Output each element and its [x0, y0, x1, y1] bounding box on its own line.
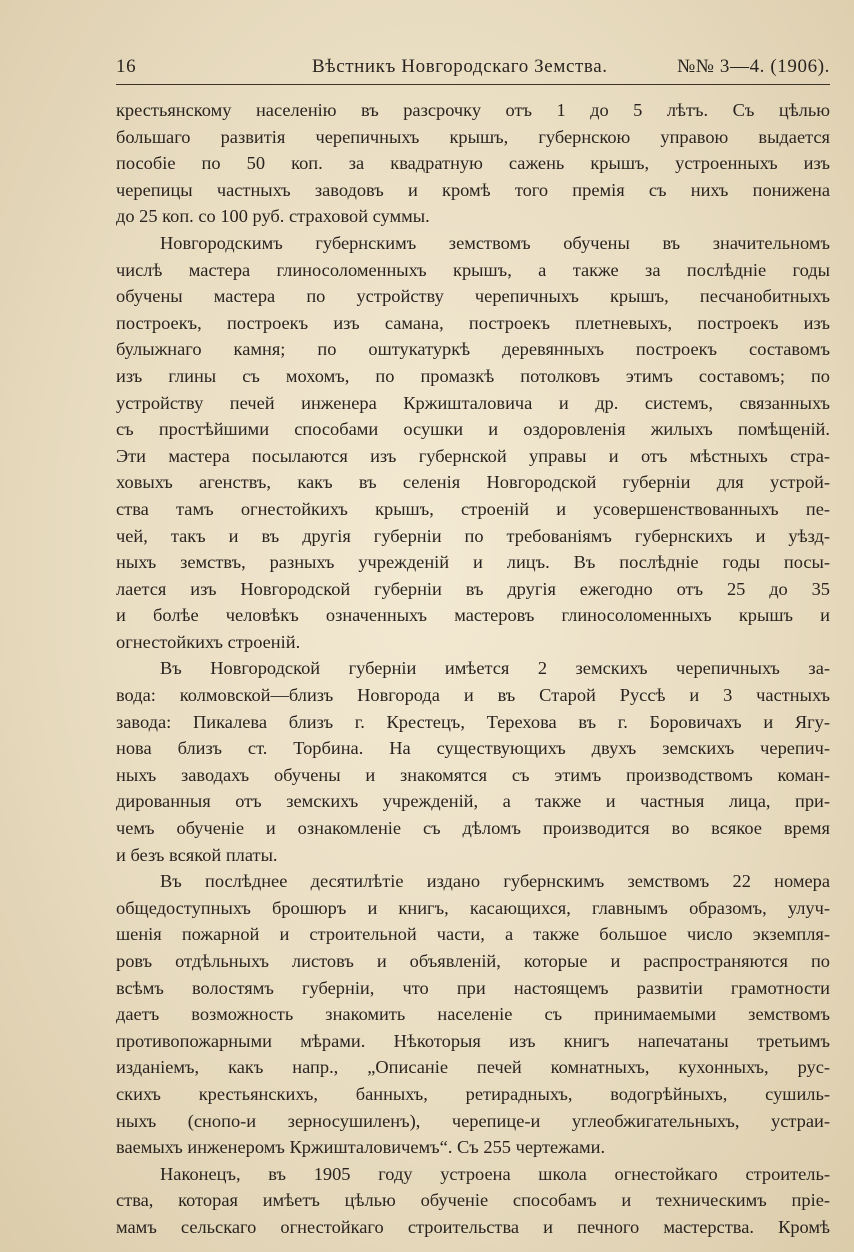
body-text: [116, 97, 830, 1241]
text-line: пособіе по 50 коп. за квадратную сажень крышъ, устроенныхъ изъ: [116, 153, 830, 174]
text-line: даетъ возможность знакомить населеніе съ принимаемыми земствомъ: [116, 1004, 830, 1025]
text-line: и безъ всякой платы.: [116, 844, 278, 865]
text-line: черепицы частныхъ заводовъ и кромѣ того премія съ нихъ понижена: [116, 179, 830, 200]
text-line: огнестойкихъ строеній.: [116, 631, 301, 652]
text-line: ныхъ заводахъ обучены и знакомятся съ этимъ производствомъ коман-: [116, 764, 830, 785]
text-line: завода: Пикалева близъ г. Крестецъ, Терехова въ г. Боровичахъ и Ягу-: [116, 711, 830, 732]
text-line: изданіемъ, какъ напр., „Описаніе печей комнатныхъ, кухонныхъ, рус-: [116, 1057, 830, 1078]
text-line: съ простѣйшими способами осушки и оздоровленія жилыхъ помѣщеній.: [116, 419, 830, 440]
text-line: ства, которая имѣетъ цѣлью обученіе способамъ и техническимъ пріе-: [116, 1190, 830, 1211]
text-line: дированныя отъ земскихъ учрежденій, а также и частныя лица, при-: [116, 791, 830, 812]
text-line: ваемыхъ инженеромъ Кржишталовичемъ“. Съ 255 чертежами.: [116, 1137, 606, 1158]
text-line: изъ глины съ мохомъ, по промазкѣ потолковъ этимъ составомъ; по: [116, 365, 830, 386]
text-line: Въ Новгородской губерніи имѣется 2 земскихъ черепичныхъ за-: [160, 658, 830, 679]
text-line: и болѣе человѣкъ означенныхъ мастеровъ глиносоломенныхъ крышъ и: [116, 605, 830, 626]
text-line: ныхъ земствъ, разныхъ учрежденій и лицъ. Въ послѣдніе годы посы-: [116, 552, 830, 573]
text-line: большаго развитія черепичныхъ крышъ, губернскою управою выдается: [116, 126, 830, 147]
text-line: Эти мастера посылаются изъ губернской управы и отъ мѣстныхъ стра-: [116, 445, 830, 466]
page-number: 16: [116, 56, 137, 77]
page-header: [116, 52, 830, 85]
text-line: всѣмъ волостямъ губерніи, что при настоящемъ развитіи грамотности: [116, 977, 830, 998]
text-line: чемъ обученіе и ознакомленіе съ дѣломъ производится во всякое время: [116, 818, 830, 839]
text-line: противопожарными мѣрами. Нѣкоторыя изъ книгъ напечатаны третьимъ: [116, 1030, 830, 1051]
text-line: крестьянскому населенію въ разсрочку отъ 1 до 5 лѣтъ. Съ цѣлью: [116, 100, 830, 120]
text-line: ровъ отдѣльныхъ листовъ и объявленій, которые и распространяются по: [116, 951, 830, 971]
text-line: ныхъ (снопо-и зерносушиленъ), черепице-и углеобжигательныхъ, устраи-: [116, 1110, 830, 1131]
text-line: скихъ крестьянскихъ, банныхъ, ретирадныхъ, водогрѣйныхъ, сушиль-: [116, 1083, 830, 1104]
text-line: общедоступныхъ брошюръ и книгъ, касающихся, главнымъ образомъ, улуч-: [116, 897, 830, 918]
text-line: Наконецъ, въ 1905 году устроена школа огнестойкаго строитель-: [160, 1163, 830, 1184]
text-line: нова близъ ст. Торбина. На существующихъ двухъ земскихъ черепич-: [116, 738, 830, 759]
text-line: шенія пожарной и строительной части, а также большое число экземпля-: [116, 924, 830, 945]
text-line: ства тамъ огнестойкихъ крышъ, строеній и усовершенствованныхъ пе-: [116, 498, 830, 519]
text-line: Въ послѣднее десятилѣтіе издано губернскимъ земствомъ 22 номера: [160, 871, 830, 892]
text-line: вода: колмовской—близъ Новгорода и въ Старой Руссѣ и 3 частныхъ: [116, 685, 830, 706]
text-line: до 25 коп. со 100 руб. страховой суммы.: [116, 206, 430, 227]
text-line: булыжнаго камня; по оштукатуркѣ деревянныхъ построекъ составомъ: [116, 339, 830, 360]
text-line: устройству печей инженера Кржишталовича и др. системъ, связанныхъ: [116, 392, 830, 413]
text-line: числѣ мастера глиносоломенныхъ крышъ, а также за послѣдніе годы: [116, 259, 830, 280]
text-line: Новгородскимъ губернскимъ земствомъ обучены въ значительномъ: [160, 232, 830, 253]
running-title: Вѣстникъ Новгородскаго Земства.: [312, 56, 608, 77]
text-line: построекъ, построекъ изъ самана, построекъ плетневыхъ, построекъ изъ: [116, 312, 830, 333]
issue-number: №№ 3—4. (1906).: [677, 56, 830, 77]
text-line: ховыхъ агенствъ, какъ въ селенія Новгородской губерніи для устрой-: [116, 472, 830, 493]
text-line: обучены мастера по устройству черепичныхъ крышъ, песчанобитныхъ: [116, 286, 830, 307]
text-line: лается изъ Новгородской губерніи въ другія ежегодно отъ 25 до 35: [116, 578, 830, 599]
text-line: чей, такъ и въ другія губерніи по требованіямъ губернскихъ и уѣзд-: [116, 525, 830, 546]
text-line: мамъ сельскаго огнестойкаго строительства и печного мастерства. Кромѣ: [116, 1216, 830, 1237]
